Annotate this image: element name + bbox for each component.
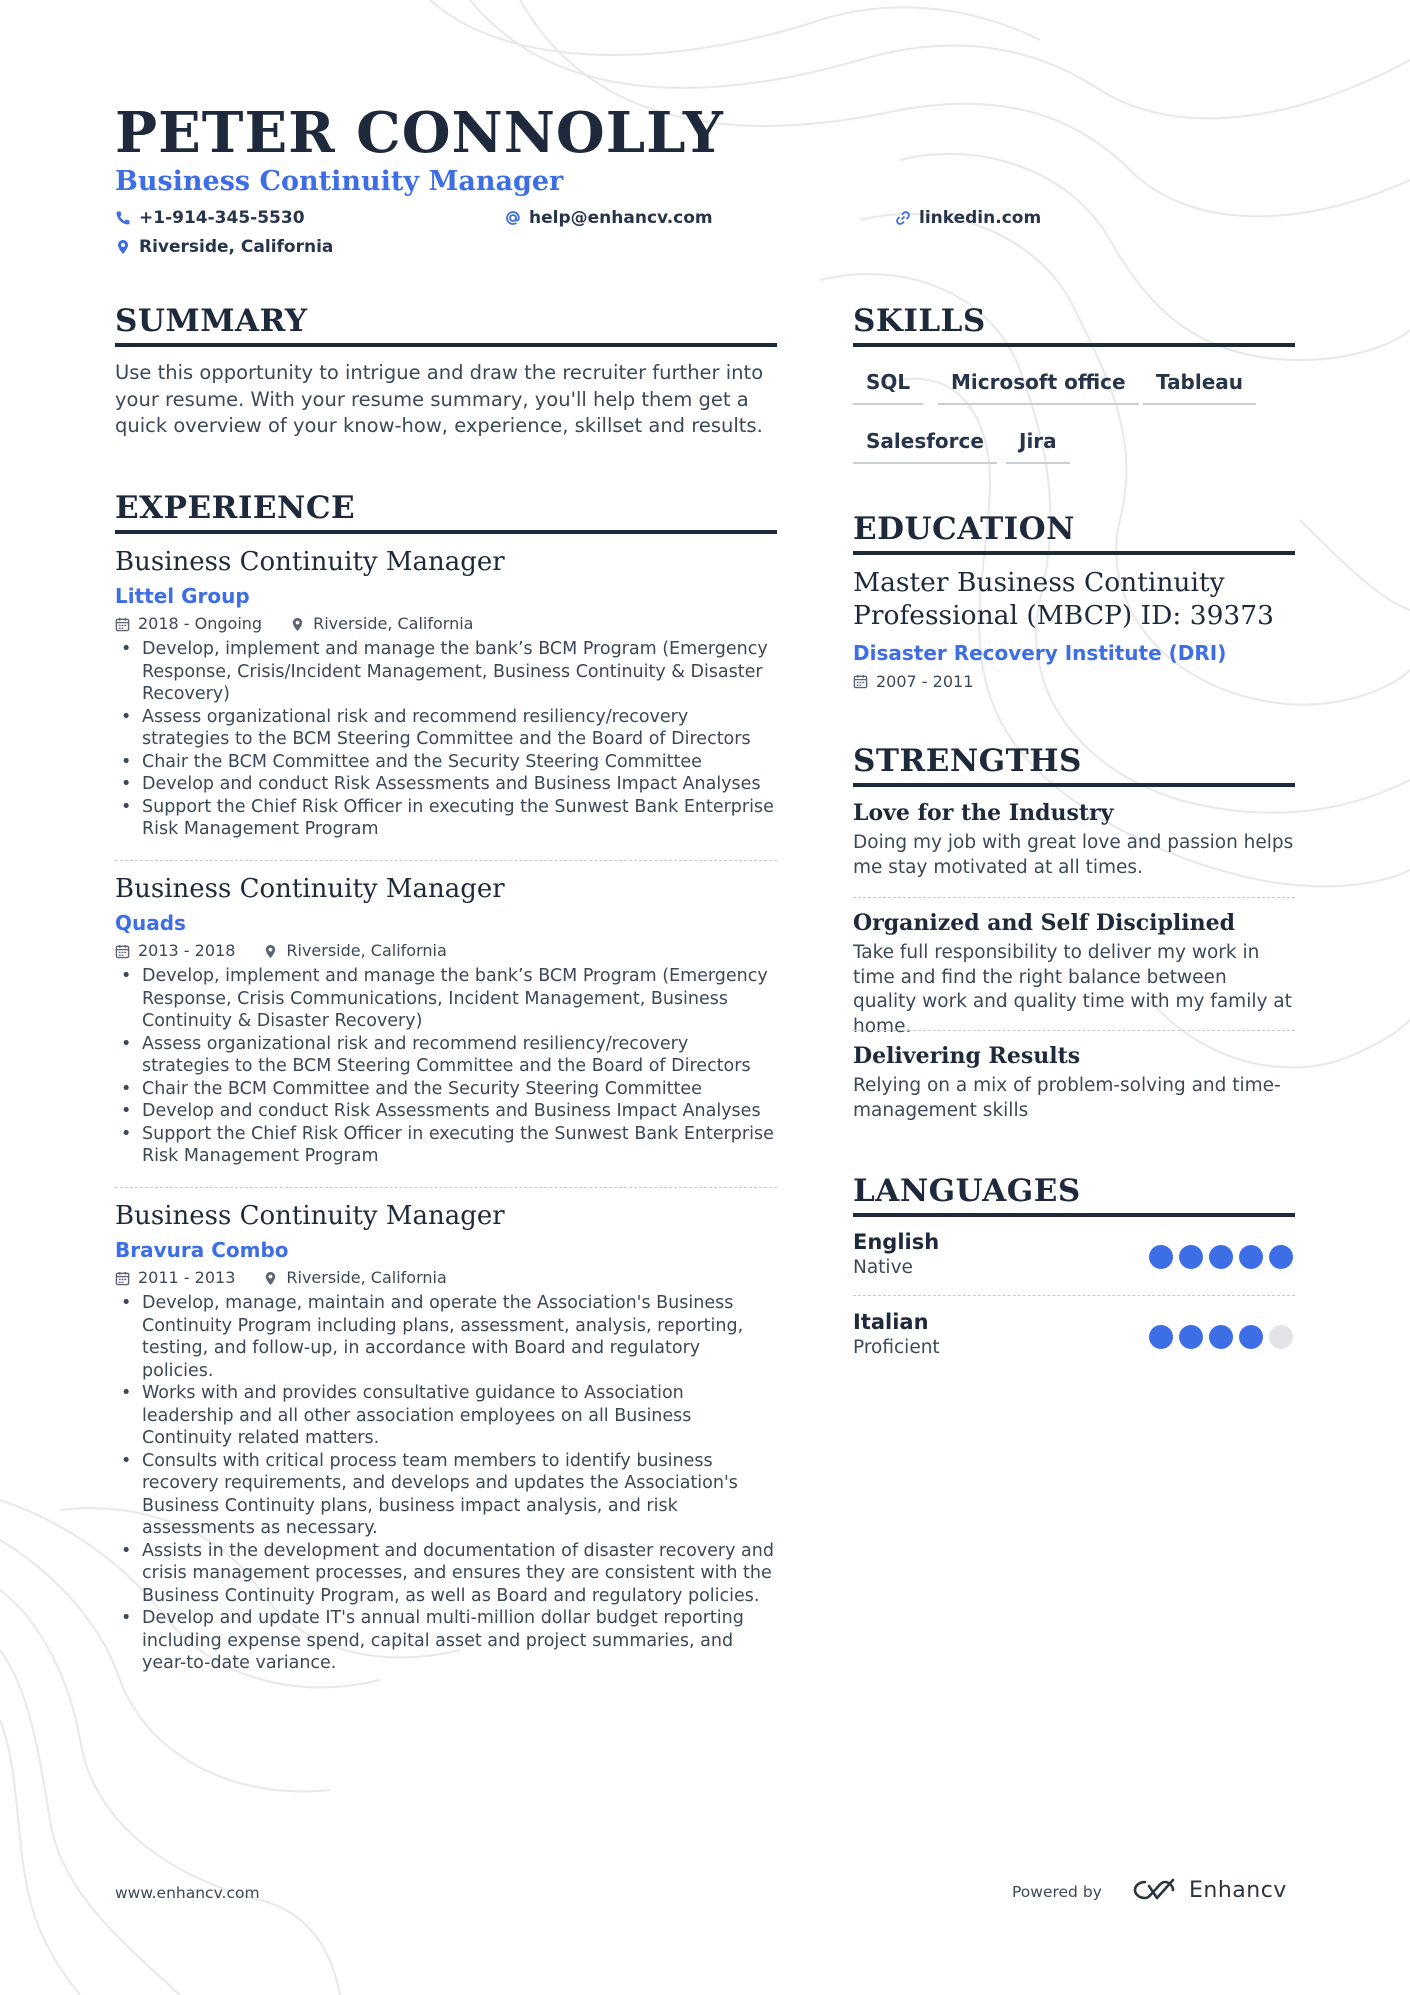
job-meta xyxy=(115,1267,777,1289)
footer-website[interactable]: www.enhancv.com xyxy=(115,1884,260,1902)
summary-heading: SUMMARY xyxy=(115,303,777,347)
job-dates-text: 2018 - Ongoing xyxy=(138,614,263,633)
location-pin-icon xyxy=(263,1271,278,1286)
rating-dot-filled xyxy=(1209,1245,1233,1269)
language-divider xyxy=(853,1295,1295,1296)
bullet-item: • Support the Chief Risk Officer in executing the Sunwest Bank Enterprise Risk Management Program xyxy=(115,1123,777,1168)
enhancv-logo-icon xyxy=(1131,1876,1179,1904)
bullet-item: • Develop and update IT's annual multi-million dollar budget reporting including expense spend, capital asset and project summaries, and year-to-date variance. xyxy=(115,1607,777,1675)
rating-dot-filled xyxy=(1239,1325,1263,1349)
strength-divider xyxy=(853,897,1295,898)
bullet-item: • Chair the BCM Committee and the Security Steering Committee xyxy=(115,1078,777,1101)
strength-description: Doing my job with great love and passion helps me stay motivated at all times. xyxy=(853,832,1294,878)
language-name: English xyxy=(853,1230,940,1254)
rating-dot-filled xyxy=(1149,1325,1173,1349)
job-company: Littel Group xyxy=(115,584,250,608)
education-degree: Master Business Continuity Professional (MBCP) ID: 39373 xyxy=(853,567,1275,631)
bullet-item: • Develop, manage, maintain and operate the Association's Business Continuity Program including plans, assessment, analysis, reporting, testing, and follow-up, in accordance with Board and regulatory policies. xyxy=(115,1292,777,1382)
strength-description: Relying on a mix of problem-solving and time-management skills xyxy=(853,1075,1281,1121)
language-level: Native xyxy=(853,1257,913,1278)
strengths-heading: STRENGTHS xyxy=(853,743,1295,787)
bullet-item: • Assists in the development and documentation of disaster recovery and crisis management processes, and ensures they are consistent with the Business Continuity Program, as well as Board and regulatory policies. xyxy=(115,1540,777,1608)
experience-heading: EXPERIENCE xyxy=(115,490,777,534)
strength-title: Love for the Industry xyxy=(853,800,1114,826)
calendar-icon xyxy=(853,674,868,689)
experience-entry-3 xyxy=(115,1199,777,1675)
calendar-icon xyxy=(115,1271,130,1286)
enhancv-logo-text: Enhancv xyxy=(1189,1877,1287,1903)
education-dates-text: 2007 - 2011 xyxy=(876,672,974,691)
skill-tag: Salesforce xyxy=(853,429,997,464)
job-location xyxy=(263,1267,446,1289)
language-level: Proficient xyxy=(853,1337,940,1358)
job-dates xyxy=(115,613,262,635)
job-meta xyxy=(115,613,777,635)
calendar-icon xyxy=(115,617,130,632)
candidate-title: Business Continuity Manager xyxy=(115,166,564,197)
phone-icon xyxy=(115,210,131,226)
job-location xyxy=(290,613,473,635)
entry-divider xyxy=(115,1187,777,1188)
calendar-icon xyxy=(115,944,130,959)
strength-description: Take full responsibility to deliver my work in time and find the right balance between quality work and quality time with my family at home. xyxy=(853,942,1292,1037)
education-school: Disaster Recovery Institute (DRI) xyxy=(853,641,1227,665)
job-title: Business Continuity Manager xyxy=(115,547,505,577)
bullet-item: • Consults with critical process team members to identify business recovery requirements, and develops and updates the Association's Business Continuity plans, business impact analysis, and risk assessments as necessary. xyxy=(115,1450,777,1540)
summary-text: Use this opportunity to intrigue and draw the recruiter further into your resume. With your resume summary, you'll help them get a quick overview of your know-how, experience, skillset and results. xyxy=(115,361,764,437)
job-dates-text: 2013 - 2018 xyxy=(138,941,236,960)
website-text: linkedin.com xyxy=(919,208,1042,228)
job-title: Business Continuity Manager xyxy=(115,874,505,904)
job-bullets xyxy=(115,965,777,1168)
job-location xyxy=(263,940,446,962)
location-pin-icon xyxy=(115,239,131,255)
bullet-item: • Support the Chief Risk Officer in executing the Sunwest Bank Enterprise Risk Management Program xyxy=(115,796,777,841)
enhancv-logo[interactable] xyxy=(1131,1876,1287,1904)
job-meta xyxy=(115,940,777,962)
job-bullets xyxy=(115,638,777,841)
location-pin-icon xyxy=(263,944,278,959)
language-rating xyxy=(1149,1245,1293,1269)
at-icon xyxy=(505,210,521,226)
entry-divider xyxy=(115,860,777,861)
job-title: Business Continuity Manager xyxy=(115,1201,505,1231)
bullet-item: • Develop, implement and manage the bank’s BCM Program (Emergency Response, Crisis/Incident Management, Business Continuity & Disaster Recovery) xyxy=(115,638,777,706)
contact-website[interactable] xyxy=(895,208,1041,228)
skill-tag: Tableau xyxy=(1143,370,1256,405)
footer-powered-by: Powered by xyxy=(1012,1883,1102,1901)
experience-entry-1 xyxy=(115,545,777,841)
contact-location xyxy=(115,237,333,257)
strength-item xyxy=(853,908,1295,1039)
email-text: help@enhancv.com xyxy=(529,208,713,228)
job-dates xyxy=(115,1267,235,1289)
rating-dot-filled xyxy=(1179,1245,1203,1269)
bullet-item: • Assess organizational risk and recommend resiliency/recovery strategies to the BCM Steering Committee and the Board of Directors xyxy=(115,1033,777,1078)
language-item xyxy=(853,1309,1295,1361)
rating-dot-filled xyxy=(1179,1325,1203,1349)
location-text: Riverside, California xyxy=(139,237,334,257)
bullet-item: • Assess organizational risk and recommend resiliency/recovery strategies to the BCM Steering Committee and the Board of Directors xyxy=(115,706,777,751)
education-heading: EDUCATION xyxy=(853,511,1295,555)
languages-heading: LANGUAGES xyxy=(853,1173,1295,1217)
job-bullets xyxy=(115,1292,777,1675)
contact-phone[interactable] xyxy=(115,208,305,228)
strength-divider xyxy=(853,1030,1295,1031)
bullet-item: • Chair the BCM Committee and the Security Steering Committee xyxy=(115,751,777,774)
job-dates-text: 2011 - 2013 xyxy=(138,1268,236,1287)
candidate-name: PETER CONNOLLY xyxy=(115,100,724,166)
rating-dot-filled xyxy=(1239,1245,1263,1269)
rating-dot-filled xyxy=(1149,1245,1173,1269)
location-pin-icon xyxy=(290,617,305,632)
bullet-item: • Develop and conduct Risk Assessments and Business Impact Analyses xyxy=(115,773,777,796)
skill-tag: Microsoft office xyxy=(938,370,1139,405)
strength-title: Organized and Self Disciplined xyxy=(853,910,1235,936)
experience-entry-2 xyxy=(115,872,777,1168)
job-location-text: Riverside, California xyxy=(313,614,474,633)
skill-tag: Jira xyxy=(1006,429,1070,464)
strength-item xyxy=(853,1041,1295,1123)
job-location-text: Riverside, California xyxy=(286,941,447,960)
rating-dot-empty xyxy=(1269,1325,1293,1349)
strength-title: Delivering Results xyxy=(853,1043,1081,1069)
strength-item xyxy=(853,798,1295,880)
skill-tag: SQL xyxy=(853,370,923,405)
phone-text: +1-914-345-5530 xyxy=(139,208,305,228)
job-dates xyxy=(115,940,235,962)
job-location-text: Riverside, California xyxy=(286,1268,447,1287)
link-icon xyxy=(895,210,911,226)
job-company: Quads xyxy=(115,911,186,935)
bullet-item: • Works with and provides consultative guidance to Association leadership and all other association employees on all Business Continuity related matters. xyxy=(115,1382,777,1450)
rating-dot-filled xyxy=(1209,1325,1233,1349)
bullet-item: • Develop, implement and manage the bank’s BCM Program (Emergency Response, Crisis Communications, Incident Management, Business Continuity & Disaster Recovery) xyxy=(115,965,777,1033)
language-item xyxy=(853,1229,1295,1281)
bullet-item: • Develop and conduct Risk Assessments and Business Impact Analyses xyxy=(115,1100,777,1123)
rating-dot-filled xyxy=(1269,1245,1293,1269)
job-company: Bravura Combo xyxy=(115,1238,289,1262)
language-rating xyxy=(1149,1325,1293,1349)
contact-email[interactable] xyxy=(505,208,713,228)
education-dates xyxy=(853,672,973,691)
language-name: Italian xyxy=(853,1310,929,1334)
skills-heading: SKILLS xyxy=(853,303,1295,347)
